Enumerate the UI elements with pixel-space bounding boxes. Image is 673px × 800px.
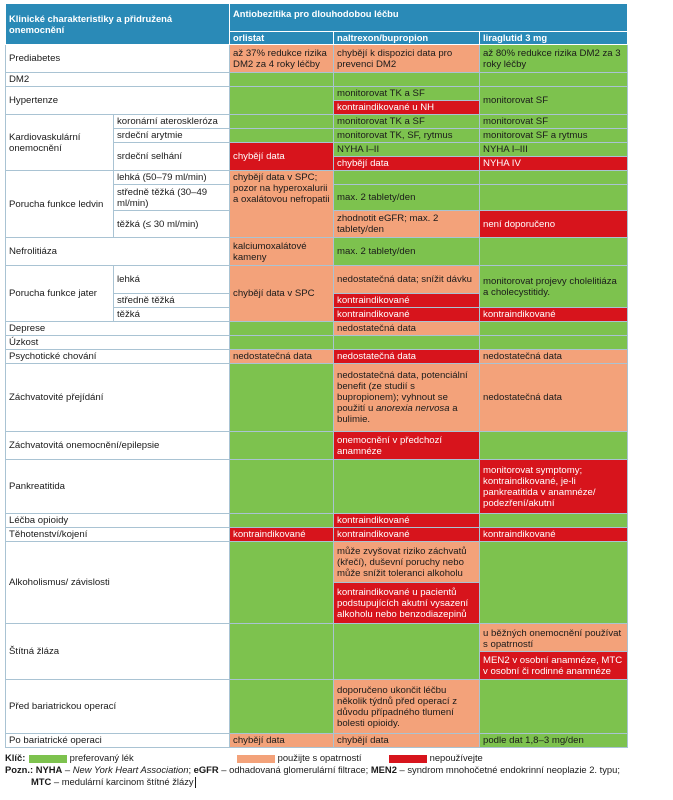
cell-naltrexon: chybějí data: [334, 157, 480, 171]
cell-liraglutid: NYHA I–III: [480, 143, 628, 157]
row-label: Prediabetes: [6, 45, 230, 73]
note-men2-text: – syndrom mnohočetné endokrinní neoplazie 2. typu;: [399, 764, 620, 775]
row-label: Pankreatitida: [6, 460, 230, 514]
header-characteristic: Klinické charakteristiky a přidružená onemocnění: [6, 4, 230, 45]
cell-liraglutid: [480, 322, 628, 336]
row-label: Záchvatovitá onemocnění/epilepsie: [6, 432, 230, 460]
cell-liraglutid: [480, 542, 628, 624]
cell-naltrexon: kontraindikované: [334, 308, 480, 322]
cell-naltrexon: kontraindikované: [334, 294, 480, 308]
table-row: [6, 171, 628, 185]
cell-orlistat: [230, 364, 334, 432]
row-sublabel: srdeční selhání: [114, 143, 230, 171]
legend: [5, 752, 627, 764]
table-row: [6, 238, 628, 266]
row-label: Před bariatrickou operací: [6, 680, 230, 734]
row-sublabel: středně těžká: [114, 294, 230, 308]
cell-orlistat: chybějí data: [230, 143, 334, 171]
cell-liraglutid: monitorovat SF a rytmus: [480, 129, 628, 143]
cell-naltrexon: kontraindikované u pacientů podstupujících akutní vysazení alkoholu nebo benzodiazepinů: [334, 583, 480, 624]
cell-naltrexon: kontraindikované: [334, 514, 480, 528]
cell-liraglutid: monitorovat projevy cholelitiáza a cholecystitidy.: [480, 266, 628, 308]
cell-liraglutid: monitorovat SF: [480, 115, 628, 129]
cell-naltrexon: nedostatečná data: [334, 350, 480, 364]
row-sublabel: středně těžká (30–49 ml/min): [114, 185, 230, 211]
cell-liraglutid: až 80% redukce rizika DM2 za 3 roky léčby: [480, 45, 628, 73]
cell-naltrexon: [334, 336, 480, 350]
cell-naltrexon: monitorovat TK a SF: [334, 115, 480, 129]
header-liraglutid: liraglutid 3 mg: [480, 32, 628, 45]
table-row: [6, 266, 628, 294]
header-naltrexon-bupropion: naltrexon/bupropion: [334, 32, 480, 45]
table-row: [6, 734, 628, 748]
legend-item-preferred: preferovaný lék: [29, 752, 134, 764]
cell-naltrexon: [334, 624, 480, 680]
legend-item-avoid: nepoužívejte: [389, 752, 483, 764]
table-row: [6, 73, 628, 87]
row-label: Porucha funkce jater: [6, 266, 114, 322]
cell-naltrexon: NYHA I–II: [334, 143, 480, 157]
cell-liraglutid: MEN2 v osobní anamnéze, MTC v osobní či rodinné anamnéze: [480, 652, 628, 680]
cell-naltrexon: kontraindikované: [334, 528, 480, 542]
cell-orlistat: [230, 460, 334, 514]
cell-naltrexon: kontraindikované u NH: [334, 101, 480, 115]
row-sublabel: koronární ateroskleróza: [114, 115, 230, 129]
cell-naltrexon: max. 2 tablety/den: [334, 238, 480, 266]
row-label: Po bariatrické operaci: [6, 734, 230, 748]
cell-orlistat: kontraindikované: [230, 528, 334, 542]
table-row: [6, 115, 628, 129]
row-sublabel: lehká: [114, 266, 230, 294]
cell-orlistat: [230, 624, 334, 680]
cell-liraglutid: nedostatečná data: [480, 364, 628, 432]
table-row: [6, 322, 628, 336]
cell-orlistat: chybějí data v SPC: [230, 266, 334, 322]
cell-liraglutid: kontraindikované: [480, 308, 628, 322]
cell-orlistat: [230, 129, 334, 143]
cell-orlistat: chybějí data: [230, 734, 334, 748]
cell-liraglutid: monitorovat SF: [480, 87, 628, 115]
table-row: [6, 528, 628, 542]
cell-liraglutid: [480, 73, 628, 87]
table-row: [6, 680, 628, 734]
cell-naltrexon: [334, 171, 480, 185]
table-row: [6, 336, 628, 350]
legend-swatch-green: [29, 755, 67, 763]
row-sublabel: těžká: [114, 308, 230, 322]
cell-orlistat: až 37% redukce rizika DM2 za 4 roky léčby: [230, 45, 334, 73]
row-label: Porucha funkce ledvin: [6, 171, 114, 238]
cell-orlistat: [230, 73, 334, 87]
legend-label: Klíč:: [5, 752, 26, 763]
cell-liraglutid: monitorovat symptomy; kontraindikované, je-li pankreatitida v anamnéze/ podezření/akutní: [480, 460, 628, 514]
cell-liraglutid: [480, 680, 628, 734]
cell-liraglutid: u běžných onemocnění používat s opatrností: [480, 624, 628, 652]
cell-naltrexon: [334, 460, 480, 514]
row-label: Deprese: [6, 322, 230, 336]
legend-item-caution: použijte s opatrností: [237, 752, 362, 764]
cell-orlistat: nedostatečná data: [230, 350, 334, 364]
italic-term: anorexia nervosa: [375, 403, 450, 414]
antiobesity-table: [5, 3, 628, 748]
row-label: DM2: [6, 73, 230, 87]
cell-naltrexon: doporučeno ukončit léčbu několik týdnů před operací z důvodu případného tlumení bolesti opioidy.: [334, 680, 480, 734]
cell-naltrexon: zhodnotit eGFR; max. 2 tablety/den: [334, 211, 480, 238]
row-label: Alkoholismus/ závislosti: [6, 542, 230, 624]
cell-liraglutid: [480, 336, 628, 350]
cell-liraglutid: [480, 185, 628, 211]
header-orlistat: orlistat: [230, 32, 334, 45]
cell-liraglutid: podle dat 1,8–3 mg/den: [480, 734, 628, 748]
cell-naltrexon: max. 2 tablety/den: [334, 185, 480, 211]
cell-liraglutid: [480, 432, 628, 460]
legend-swatch-red: [389, 755, 427, 763]
row-sublabel: lehká (50–79 ml/min): [114, 171, 230, 185]
cell-orlistat: [230, 432, 334, 460]
cell-naltrexon: monitorovat TK a SF: [334, 87, 480, 101]
cell-naltrexon: chybějí data: [334, 734, 480, 748]
header-drug-group: Antiobezitika pro dlouhodobou léčbu: [230, 4, 628, 32]
cell-naltrexon: onemocnění v předchozí anamnéze: [334, 432, 480, 460]
row-label: Psychotické chování: [6, 350, 230, 364]
cell-liraglutid: kontraindikované: [480, 528, 628, 542]
row-label: Léčba opioidy: [6, 514, 230, 528]
row-label: Úzkost: [6, 336, 230, 350]
cell-liraglutid: NYHA IV: [480, 157, 628, 171]
row-label: Štítná žláza: [6, 624, 230, 680]
table-row: [6, 87, 628, 101]
note-mtc-text: – medulární karcinom štítné žlázy: [53, 776, 194, 787]
table-row: [6, 45, 628, 73]
cell-liraglutid: [480, 514, 628, 528]
note-nyha-text: New York Heart Association: [72, 764, 189, 775]
row-label: Nefrolitiáza: [6, 238, 230, 266]
cell-liraglutid: [480, 238, 628, 266]
table-row: [6, 364, 628, 432]
cell-naltrexon: může zvyšovat riziko záchvatů (křečí), duševní poruchy nebo může snížit toleranci alkoholu: [334, 542, 480, 583]
cell-naltrexon: chybějí k dispozici data pro prevenci DM2: [334, 45, 480, 73]
cell-liraglutid: nedostatečná data: [480, 350, 628, 364]
cell-orlistat: [230, 680, 334, 734]
cell-orlistat: [230, 542, 334, 624]
row-label: Kardiovaskulární onemocnění: [6, 115, 114, 171]
cell-orlistat: kalciumoxalátové kameny: [230, 238, 334, 266]
cell-orlistat: [230, 115, 334, 129]
cell-naltrexon: nedostatečná data; snížit dávku: [334, 266, 480, 294]
footnote: Pozn.: NYHA – New York Heart Association; eGFR – odhadovaná glomerulární filtrace; MEN2 – syndrom mnohočetné endokrinní neoplazie 2. typu; MTC – medulární karcinom štítné žlázy: [5, 764, 620, 787]
cell-orlistat: [230, 336, 334, 350]
cell-orlistat: chybějí data v SPC; pozor na hyperoxalurii a oxalátovou nefropatii: [230, 171, 334, 238]
table-row: [6, 350, 628, 364]
cell-naltrexon: nedostatečná data: [334, 322, 480, 336]
cell-orlistat: [230, 514, 334, 528]
cell-orlistat: [230, 87, 334, 115]
note-egfr: eGFR: [193, 764, 219, 775]
note-egfr-text: – odhadovaná glomerulární filtrace;: [221, 764, 369, 775]
row-sublabel: srdeční arytmie: [114, 129, 230, 143]
table-row: [6, 514, 628, 528]
text-cursor: [195, 777, 196, 788]
note-mtc: MTC: [31, 776, 52, 787]
row-sublabel: těžká (≤ 30 ml/min): [114, 211, 230, 238]
cell-naltrexon: nedostatečná data, potenciální benefit (ze studií s bupropionem); vyhnout se použití u anorexia nervosa a bulimie.: [334, 364, 480, 432]
table-row: [6, 460, 628, 514]
cell-liraglutid: [480, 171, 628, 185]
row-label: Hypertenze: [6, 87, 230, 115]
note-men2: MEN2: [370, 764, 397, 775]
cell-orlistat: [230, 322, 334, 336]
table-row: [6, 624, 628, 652]
note-prefix: Pozn.:: [5, 764, 34, 775]
cell-naltrexon: monitorovat TK, SF, rytmus: [334, 129, 480, 143]
row-label: Záchvatovité přejídání: [6, 364, 230, 432]
cell-naltrexon: [334, 73, 480, 87]
row-label: Těhotenství/kojení: [6, 528, 230, 542]
legend-swatch-orange: [237, 755, 275, 763]
note-nyha: NYHA: [35, 764, 63, 775]
table-row: [6, 542, 628, 583]
cell-liraglutid: není doporučeno: [480, 211, 628, 238]
table-row: [6, 432, 628, 460]
